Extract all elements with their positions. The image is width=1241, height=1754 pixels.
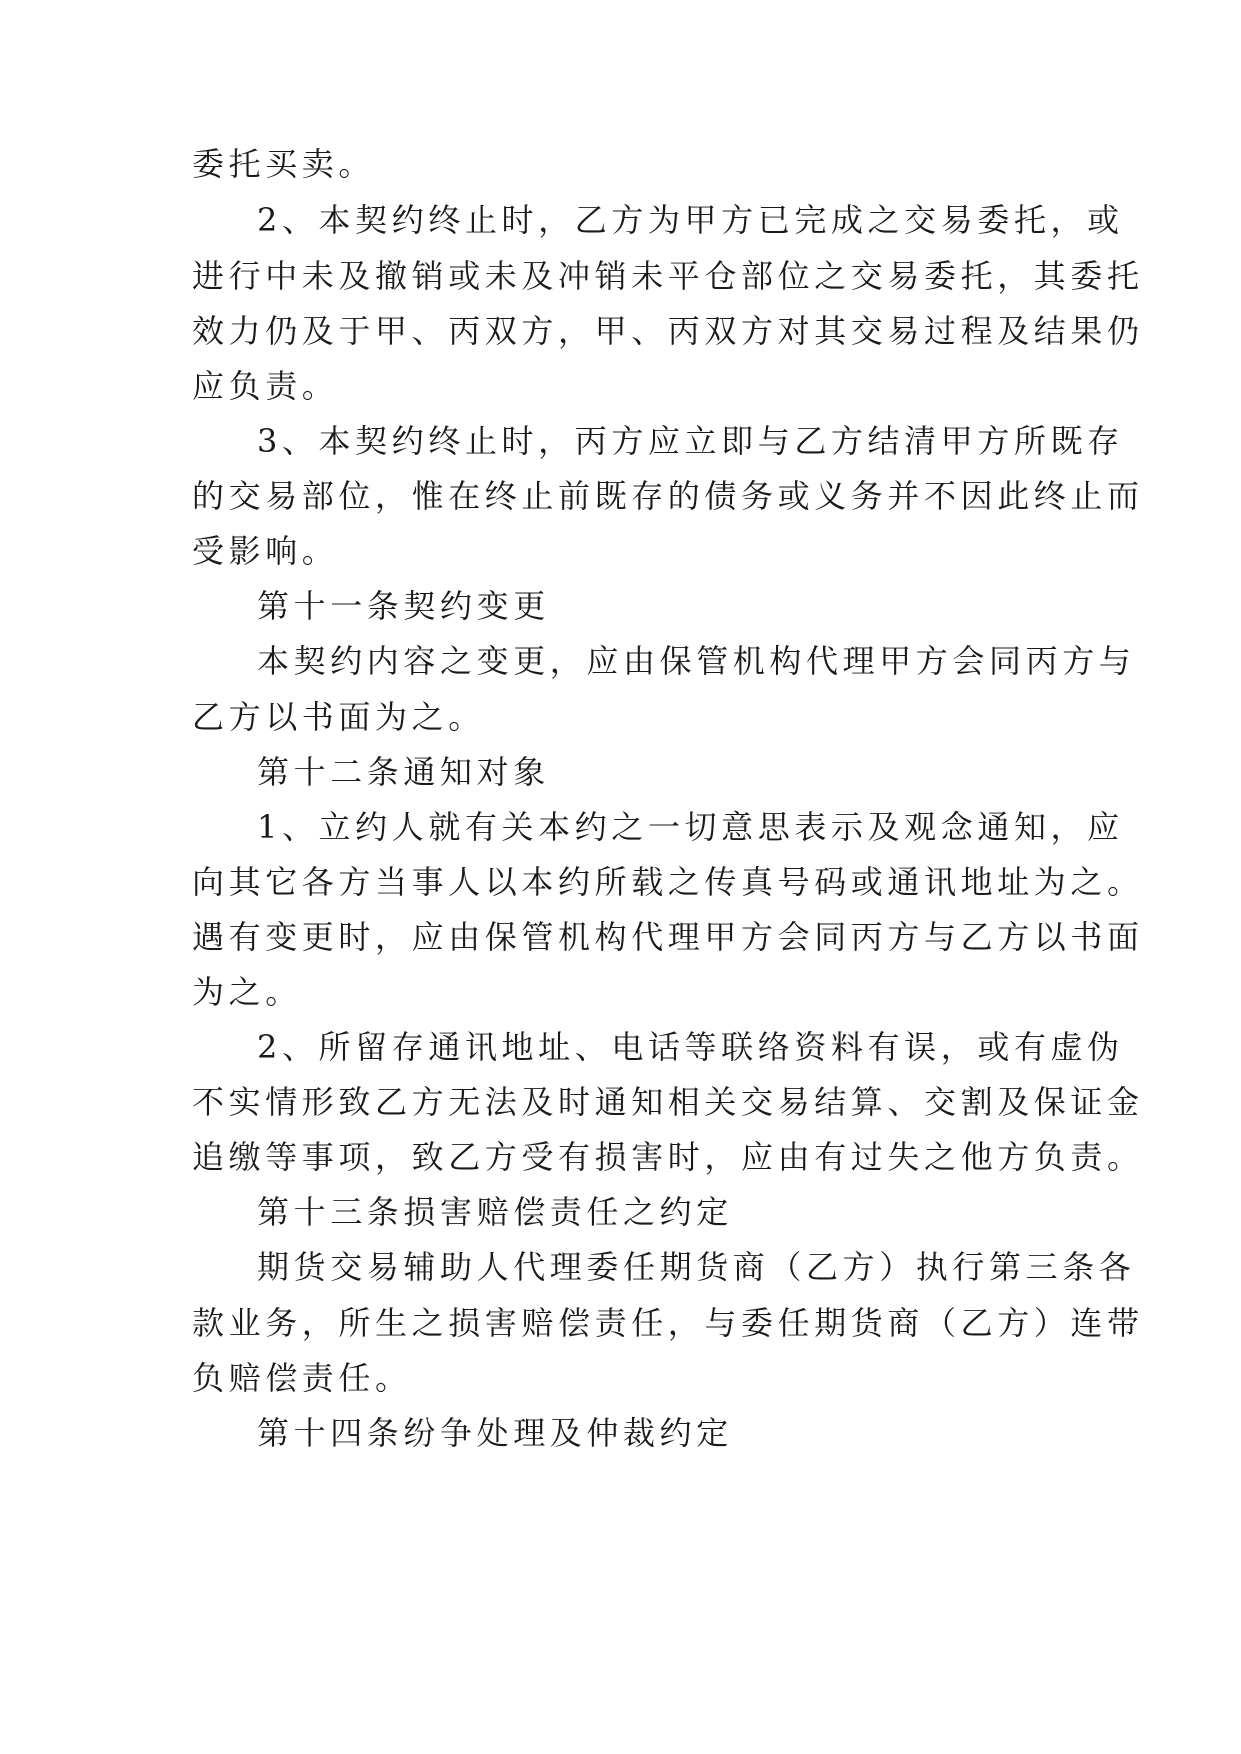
- text-line: 本契约内容之变更，应由保管机构代理甲方会同丙方与: [257, 642, 1136, 680]
- text-line: 向其它各方当事人以本约所载之传真号码或通讯地址为之。: [192, 863, 1144, 901]
- text-line: 期货交易辅助人代理委任期货商（乙方）执行第三条各: [257, 1248, 1136, 1286]
- text-line: 1、立约人就有关本约之一切意思表示及观念通知，应: [257, 808, 1124, 846]
- text-line: 款业务，所生之损害赔偿责任，与委任期货商（乙方）连带: [192, 1304, 1144, 1342]
- text-line: 不实情形致乙方无法及时通知相关交易结算、交割及保证金: [192, 1083, 1144, 1121]
- text-line: 委托买卖。: [192, 145, 376, 183]
- text-line: 遇有变更时，应由保管机构代理甲方会同丙方与乙方以书面: [192, 918, 1144, 956]
- text-line: 进行中未及撤销或未及冲销未平仓部位之交易委托，其委托: [192, 257, 1144, 295]
- text-line: 受影响。: [192, 532, 339, 570]
- text-line: 的交易部位，惟在终止前既存的债务或义务并不因此终止而: [192, 477, 1144, 515]
- section-heading: 第十四条纷争处理及仲裁约定: [257, 1414, 733, 1452]
- text-line: 2、本契约终止时，乙方为甲方已完成之交易委托，或: [257, 201, 1124, 239]
- text-line: 应负责。: [192, 367, 339, 405]
- section-heading: 第十一条契约变更: [257, 587, 550, 625]
- section-heading: 第十三条损害赔偿责任之约定: [257, 1193, 733, 1231]
- text-line: 追缴等事项，致乙方受有损害时，应由有过失之他方负责。: [192, 1138, 1144, 1176]
- text-line: 负赔偿责任。: [192, 1359, 412, 1397]
- text-line: 2、所留存通讯地址、电话等联络资料有误，或有虚伪: [257, 1028, 1124, 1066]
- text-line: 效力仍及于甲、丙双方，甲、丙双方对其交易过程及结果仍: [192, 312, 1144, 350]
- section-heading: 第十二条通知对象: [257, 753, 550, 791]
- text-line: 3、本契约终止时，丙方应立即与乙方结清甲方所既存: [257, 422, 1124, 460]
- text-line: 为之。: [192, 973, 302, 1011]
- text-line: 乙方以书面为之。: [192, 698, 485, 736]
